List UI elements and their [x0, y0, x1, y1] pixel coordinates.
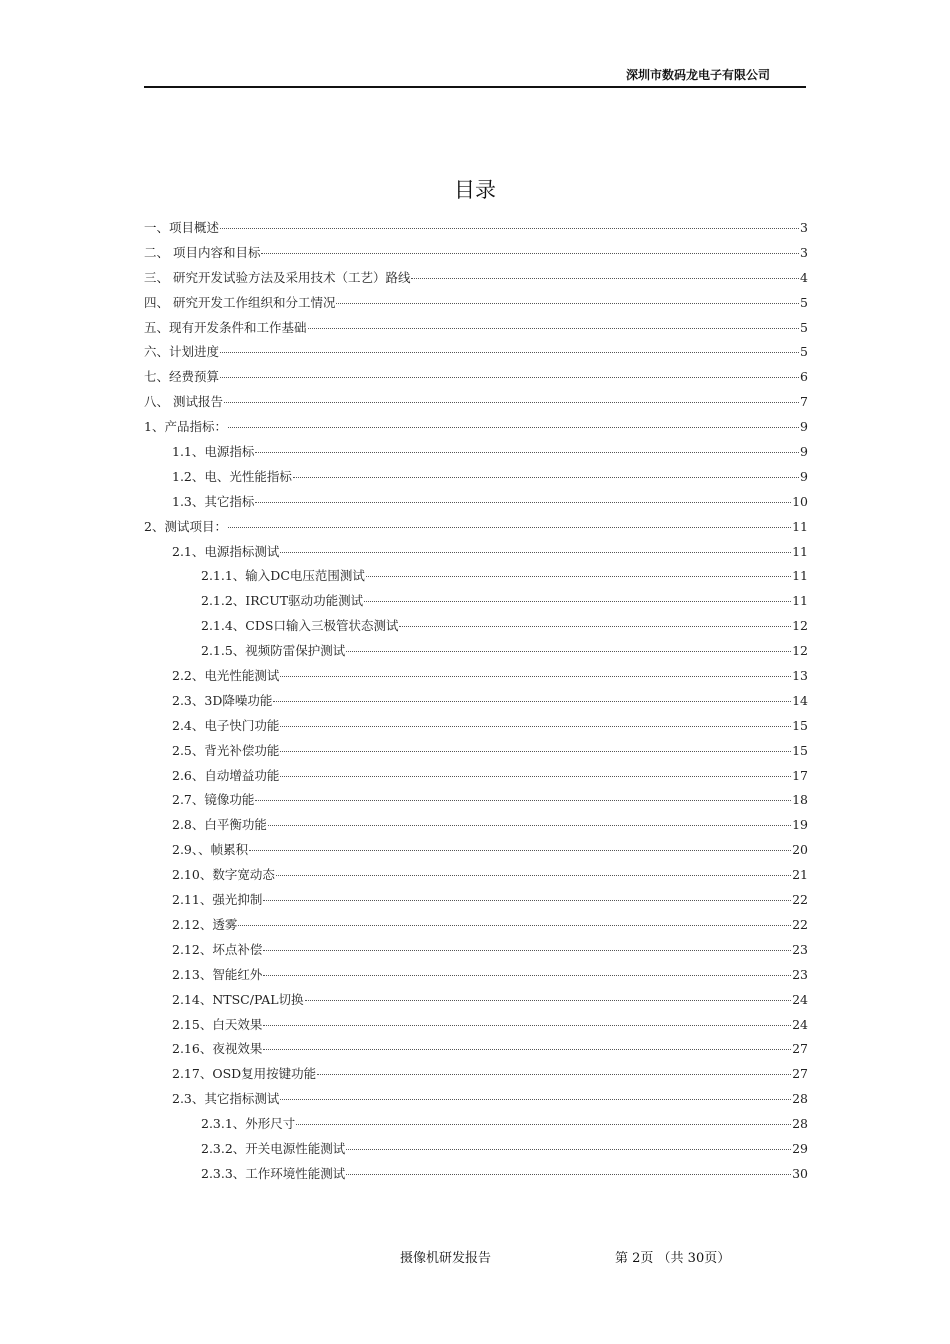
- toc-entry-text: 一、项目概述: [144, 220, 220, 235]
- toc-entry[interactable]: [144, 614, 808, 639]
- toc-entry-text: 八、 测试报告: [144, 394, 223, 410]
- toc-entry[interactable]: [144, 1037, 808, 1062]
- toc-entry-page: 24: [792, 1016, 808, 1032]
- toc-entry[interactable]: [144, 266, 808, 291]
- toc-entry-text: 2.3.1、外形尺寸: [201, 1116, 296, 1132]
- toc-entry[interactable]: [144, 589, 808, 614]
- toc-entry-text: 1、产品指标：: [144, 419, 227, 435]
- toc-entry-text: 2.2、电光性能测试: [172, 668, 280, 684]
- toc-entry-text: 2.6、自动增益功能: [172, 767, 280, 783]
- toc-dot-leader: [317, 1074, 791, 1075]
- toc-entry[interactable]: [144, 1013, 808, 1038]
- toc-title: 目录: [454, 178, 496, 202]
- toc-dot-leader: [224, 402, 799, 403]
- toc-entry-text: 2.17、OSD复用按键功能: [172, 1066, 317, 1082]
- toc-dot-leader: [220, 352, 799, 353]
- toc-entry-text: 2.3.2、开关电源性能测试: [201, 1140, 346, 1156]
- toc-dot-leader: [263, 900, 791, 901]
- toc-entry[interactable]: [144, 291, 808, 316]
- toc-entry-page: 9: [800, 468, 808, 484]
- toc-entry-page: 3: [800, 244, 808, 260]
- toc-entry[interactable]: [144, 913, 808, 938]
- toc-entry[interactable]: [144, 365, 808, 390]
- toc-entry-page: 12: [792, 643, 808, 659]
- footer-document-title: 摄像机研发报告: [400, 1251, 492, 1266]
- toc-entry[interactable]: [144, 564, 808, 589]
- toc-entry-page: 4: [800, 269, 808, 285]
- toc-entry-text: 2.12、透雾: [172, 916, 238, 932]
- toc-entry-text: 2.14、NTSC/PAL切换: [172, 991, 304, 1007]
- toc-entry-page: 28: [792, 1091, 808, 1107]
- toc-entry-text: 2.3.3、工作环境性能测试: [201, 1165, 346, 1181]
- toc-entry[interactable]: [144, 938, 808, 963]
- toc-dot-leader: [346, 651, 791, 652]
- toc-entry[interactable]: [144, 490, 808, 515]
- toc-dot-leader: [273, 701, 791, 702]
- toc-entry-page: 14: [792, 692, 808, 708]
- toc-entry[interactable]: [144, 689, 808, 714]
- toc-dot-leader: [220, 228, 799, 229]
- toc-entry-text: 二、 项目内容和目标: [144, 244, 261, 260]
- toc-entry[interactable]: [144, 664, 808, 689]
- toc-entry-page: 19: [792, 817, 808, 833]
- toc-entry[interactable]: [144, 241, 808, 266]
- toc-entry[interactable]: [144, 515, 808, 540]
- toc-entry-page: 11: [792, 543, 808, 559]
- toc-entry-page: 24: [792, 991, 808, 1007]
- toc-entry[interactable]: [144, 1062, 808, 1087]
- toc-entry-text: 2.8、白平衡功能: [172, 817, 267, 833]
- toc-dot-leader: [249, 850, 791, 851]
- toc-entry[interactable]: [144, 340, 808, 365]
- toc-dot-leader: [364, 601, 791, 602]
- toc-dot-leader: [293, 477, 799, 478]
- toc-entry-page: 9: [800, 419, 808, 435]
- toc-entry[interactable]: [144, 540, 808, 565]
- toc-entry-page: 12: [792, 618, 808, 634]
- toc-entry[interactable]: [144, 639, 808, 664]
- toc-dot-leader: [228, 427, 799, 428]
- toc-entry-page: 18: [792, 792, 808, 808]
- toc-entry[interactable]: [144, 714, 808, 739]
- toc-entry-text: 2.11、强光抑制: [172, 892, 263, 908]
- toc-entry-page: 5: [800, 294, 808, 310]
- toc-entry-page: 15: [792, 717, 808, 733]
- toc-entry-page: 11: [792, 518, 808, 534]
- toc-entry-page: 23: [792, 966, 808, 982]
- toc-entry[interactable]: [144, 465, 808, 490]
- toc-entry-page: 17: [792, 767, 808, 783]
- toc-entry[interactable]: [144, 863, 808, 888]
- toc-dot-leader: [255, 502, 791, 503]
- toc-entry-page: 3: [800, 220, 808, 235]
- toc-entry-page: 11: [792, 593, 808, 609]
- toc-entry[interactable]: [144, 788, 808, 813]
- toc-entry-page: 21: [792, 867, 808, 883]
- toc-entry-text: 2.9、、帧累积: [172, 842, 249, 858]
- toc-entry[interactable]: [144, 813, 808, 838]
- toc-entry-text: 2.1.2、IRCUT驱动功能测试: [201, 593, 364, 609]
- toc-entry[interactable]: [144, 216, 808, 241]
- toc-dot-leader: [346, 1149, 791, 1150]
- toc-dot-leader: [280, 726, 791, 727]
- toc-entry-text: 三、 研究开发试验方法及采用技术（工艺）路线: [144, 269, 411, 285]
- toc-entry-page: 29: [792, 1140, 808, 1156]
- toc-entry-page: 5: [800, 319, 808, 335]
- toc-entry[interactable]: [144, 390, 808, 415]
- toc-entry[interactable]: [144, 1087, 808, 1112]
- toc-dot-leader: [280, 676, 791, 677]
- toc-entry-page: 23: [792, 941, 808, 957]
- toc-entry-page: 30: [792, 1165, 808, 1181]
- toc-dot-leader: [280, 776, 791, 777]
- toc-entry-text: 四、 研究开发工作组织和分工情况: [144, 294, 336, 310]
- toc-entry-page: 15: [792, 742, 808, 758]
- toc-entry-page: 28: [792, 1116, 808, 1132]
- toc-dot-leader: [261, 253, 799, 254]
- toc-entry[interactable]: [144, 415, 808, 440]
- toc-dot-leader: [255, 452, 799, 453]
- toc-dot-leader: [305, 1000, 792, 1001]
- toc-dot-leader: [228, 527, 791, 528]
- toc-dot-leader: [346, 1174, 791, 1175]
- toc-entry-page: 5: [800, 344, 808, 360]
- toc-entry-text: 2.1、电源指标测试: [172, 543, 280, 559]
- toc-dot-leader: [280, 751, 791, 752]
- toc-entry-page: 7: [800, 394, 808, 410]
- toc-entry-text: 2.1.5、视频防雷保护测试: [201, 643, 346, 659]
- toc-entry[interactable]: [144, 316, 808, 341]
- toc-entry[interactable]: [144, 963, 808, 988]
- toc-entry-text: 2.10、数字宽动态: [172, 867, 275, 883]
- toc-dot-leader: [411, 278, 799, 279]
- toc-entry-text: 2.12、坏点补偿: [172, 941, 263, 957]
- footer-page-number: 第 2页 （共 30页）: [615, 1251, 731, 1266]
- toc-dot-leader: [268, 825, 791, 826]
- toc-dot-leader: [263, 975, 791, 976]
- toc-dot-leader: [238, 925, 791, 926]
- toc-dot-leader: [255, 800, 791, 801]
- toc-entry[interactable]: [144, 440, 808, 465]
- toc-entry-page: 10: [792, 493, 808, 509]
- toc-dot-leader: [296, 1124, 791, 1125]
- toc-entry-page: 22: [792, 892, 808, 908]
- toc-entry-text: 2.5、背光补偿功能: [172, 742, 280, 758]
- toc-entry[interactable]: [144, 1137, 808, 1162]
- toc-entry-text: 1.3、其它指标: [172, 493, 255, 509]
- toc-dot-leader: [263, 950, 791, 951]
- toc-entry-text: 2.3、3D降噪功能: [172, 692, 273, 708]
- toc-dot-leader: [263, 1025, 791, 1026]
- toc-entry[interactable]: [144, 739, 808, 764]
- toc-entry-text: 2.1.1、输入DC电压范围测试: [201, 568, 365, 584]
- toc-entry-page: 27: [792, 1066, 808, 1082]
- toc-entry-text: 2.13、智能红外: [172, 966, 263, 982]
- table-of-contents: [144, 216, 808, 1187]
- toc-entry-text: 2.1.4、CDS口输入三极管状态测试: [201, 618, 399, 634]
- toc-dot-leader: [336, 303, 799, 304]
- toc-entry-page: 13: [792, 668, 808, 684]
- toc-dot-leader: [308, 328, 800, 329]
- toc-entry-text: 1.2、电、光性能指标: [172, 468, 292, 484]
- header-rule: [144, 86, 806, 88]
- toc-dot-leader: [280, 1099, 791, 1100]
- toc-entry-page: 20: [792, 842, 808, 858]
- toc-entry-text: 六、计划进度: [144, 344, 220, 360]
- toc-entry-text: 2.16、夜视效果: [172, 1041, 263, 1057]
- toc-entry-page: 22: [792, 916, 808, 932]
- toc-entry-text: 2.15、白天效果: [172, 1016, 263, 1032]
- toc-entry-page: 27: [792, 1041, 808, 1057]
- toc-entry-text: 1.1、电源指标: [172, 444, 255, 460]
- toc-dot-leader: [220, 377, 799, 378]
- toc-entry-page: 11: [792, 568, 808, 584]
- toc-dot-leader: [366, 576, 791, 577]
- toc-dot-leader: [276, 875, 791, 876]
- toc-entry[interactable]: [144, 838, 808, 863]
- toc-entry-text: 2.4、电子快门功能: [172, 717, 280, 733]
- toc-entry-text: 五、现有开发条件和工作基础: [144, 319, 307, 335]
- toc-entry-page: 6: [800, 369, 808, 385]
- toc-dot-leader: [263, 1049, 791, 1050]
- company-name: 深圳市数码龙电子有限公司: [625, 68, 770, 82]
- toc-entry[interactable]: [144, 1112, 808, 1137]
- toc-entry-page: 9: [800, 444, 808, 460]
- toc-entry-text: 2.3、其它指标测试: [172, 1091, 280, 1107]
- toc-entry-text: 2.7、镜像功能: [172, 792, 255, 808]
- toc-entry[interactable]: [144, 764, 808, 789]
- toc-dot-leader: [399, 626, 791, 627]
- toc-entry-text: 2、测试项目：: [144, 518, 227, 534]
- toc-entry[interactable]: [144, 988, 808, 1013]
- toc-dot-leader: [280, 552, 791, 553]
- toc-entry[interactable]: [144, 1162, 808, 1187]
- toc-entry[interactable]: [144, 888, 808, 913]
- toc-entry-text: 七、经费预算: [144, 369, 220, 385]
